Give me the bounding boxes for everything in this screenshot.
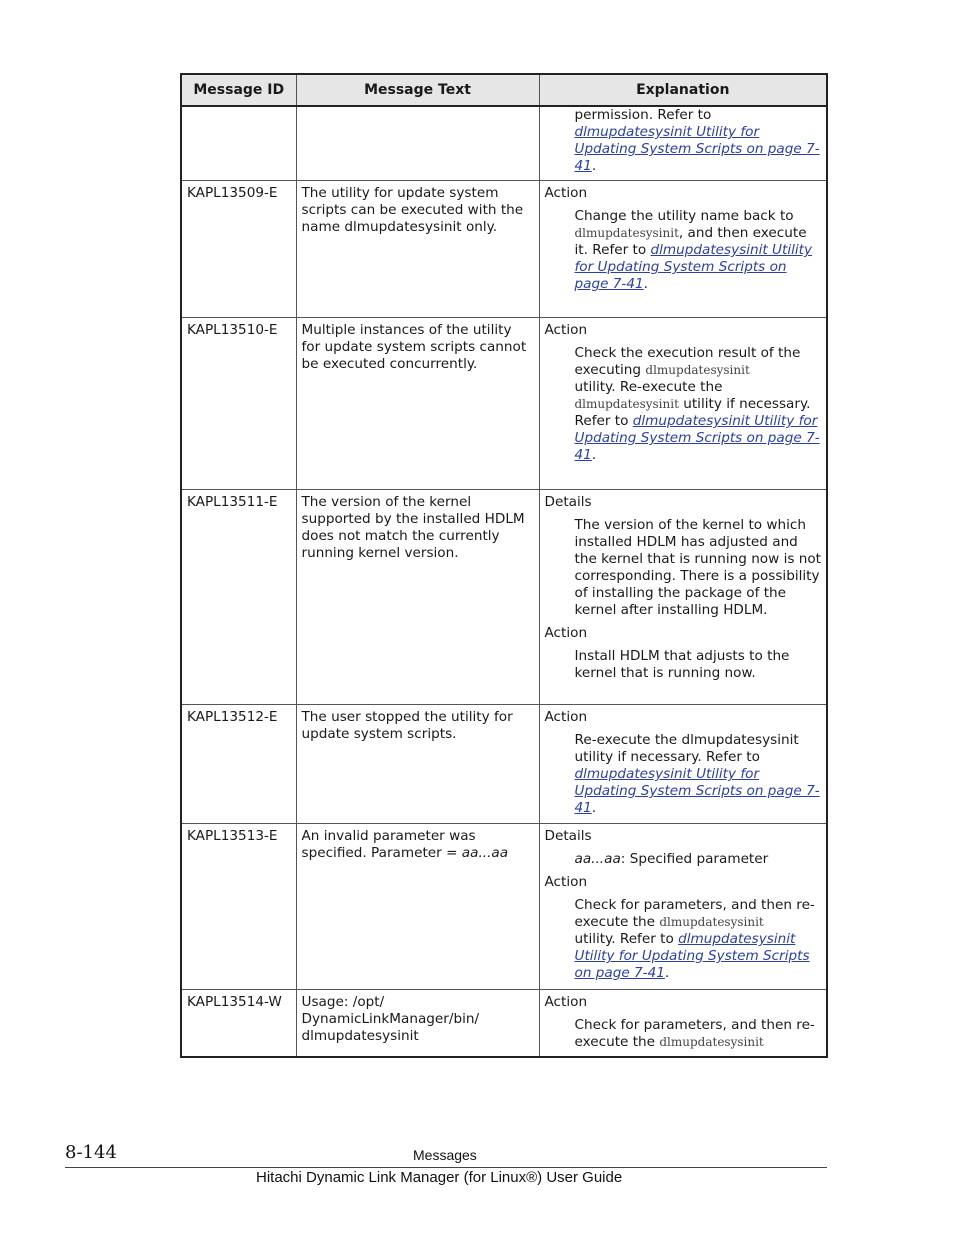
messages-table: [180, 73, 828, 1058]
explanation-paragraph: [545, 732, 822, 817]
page-number: 8-144: [65, 1142, 117, 1163]
footer-section-name: Messages: [413, 1147, 477, 1163]
period: .: [643, 276, 648, 292]
message-id-cell: KAPL13511-E: [181, 490, 296, 705]
explanation-text: : Specified parameter: [620, 851, 769, 867]
explanation-text: utility. Refer to: [574, 931, 674, 947]
table-row: [181, 824, 827, 990]
period: .: [591, 800, 597, 816]
section-label: Action: [544, 709, 588, 725]
message-id-cell: KAPL13513-E: [181, 824, 296, 990]
section-label: Action: [544, 322, 588, 338]
header-message-id: Message ID: [181, 74, 296, 106]
explanation-cell: [539, 106, 827, 181]
cross-reference-link[interactable]: dlmupdatesysinit Utility for Updating System Scripts on page 7-41: [574, 766, 820, 816]
footer-document-title: Hitachi Dynamic Link Manager (for Linux®) User Guide: [256, 1169, 623, 1186]
explanation-paragraph: [545, 1017, 822, 1051]
explanation-text: permission. Refer to: [574, 107, 712, 123]
explanation-text: , and then execute it. Refer to: [574, 225, 807, 258]
explanation-paragraph: [545, 851, 822, 868]
message-id-cell: [181, 106, 296, 181]
table-row: [181, 181, 827, 318]
table-row: [181, 705, 827, 824]
section-label: Action: [544, 874, 588, 890]
message-text-cell: The utility for update system scripts can be executed with the name dlmupdatesysinit only.: [296, 181, 539, 318]
code-text: dlmupdatesysinit: [574, 397, 679, 411]
explanation-cell: [539, 181, 827, 318]
header-message-text: Message Text: [296, 74, 539, 106]
explanation-text: utility. Re-execute the: [574, 379, 723, 395]
code-text: dlmupdatesysinit: [659, 1035, 764, 1049]
explanation-paragraph: [545, 208, 822, 293]
cross-reference-link[interactable]: dlmupdatesysinit Utility for Updating System Scripts on page 7-41: [574, 413, 820, 463]
message-text-cell: [296, 106, 539, 181]
message-id-cell: KAPL13509-E: [181, 181, 296, 318]
explanation-cell: [539, 318, 827, 490]
cross-reference-link[interactable]: dlmupdatesysinit Utility for Updating System Scripts on page 7-41: [574, 931, 810, 981]
explanation-text: Check for parameters, and then re-execute the: [574, 897, 815, 930]
message-text-cell: Multiple instances of the utility for update system scripts cannot be executed concurrently.: [296, 318, 539, 490]
explanation-paragraph: Install HDLM that adjusts to the kernel that is running now.: [574, 648, 790, 681]
code-text: dlmupdatesysinit: [645, 363, 750, 377]
message-id-cell: KAPL13510-E: [181, 318, 296, 490]
period: .: [591, 158, 597, 174]
message-text-cell: The user stopped the utility for update system scripts.: [296, 705, 539, 824]
section-label: Details: [544, 828, 592, 844]
period: .: [664, 965, 670, 981]
code-text: dlmupdatesysinit: [574, 226, 679, 240]
message-text-cell: Usage: /opt/ DynamicLinkManager/bin/ dlmupdatesysinit: [296, 990, 539, 1058]
explanation-paragraph: [545, 345, 822, 464]
section-label: Details: [544, 494, 592, 510]
message-text-cell: [296, 824, 539, 990]
cross-reference-link[interactable]: dlmupdatesysinit Utility for Updating System Scripts on page 7-41: [574, 242, 813, 292]
explanation-text: Change the utility name back to: [574, 208, 794, 224]
message-id-cell: KAPL13514-W: [181, 990, 296, 1058]
footer-divider: [65, 1167, 827, 1168]
period: .: [591, 447, 597, 463]
message-text-cell: The version of the kernel supported by the installed HDLM does not match the currently running kernel version.: [296, 490, 539, 705]
message-text: An invalid parameter was specified. Parameter =: [301, 828, 476, 861]
header-explanation: Explanation: [539, 74, 827, 106]
cross-reference-link[interactable]: dlmupdatesysinit Utility for Updating System Scripts on page 7-41: [574, 124, 820, 174]
explanation-cell: [539, 705, 827, 824]
table-row: [181, 990, 827, 1058]
table-row: [181, 490, 827, 705]
parameter-placeholder: aa...aa: [461, 845, 509, 861]
explanation-cell: [539, 990, 827, 1058]
code-text: dlmupdatesysinit: [659, 915, 764, 929]
explanation-paragraph: The version of the kernel to which installed HDLM has adjusted and the kernel that is running now is not corresponding. There is a possibility of installing the package of the kernel after installing HDLM.: [574, 517, 822, 618]
section-label: Action: [544, 994, 588, 1010]
explanation-cell: [539, 824, 827, 990]
explanation-text: Re-execute the dlmupdatesysinit utility if necessary. Refer to: [574, 732, 799, 765]
explanation-paragraph: [545, 897, 822, 982]
message-id-cell: KAPL13512-E: [181, 705, 296, 824]
table-row: [181, 318, 827, 490]
explanation-text: Check the execution result of the executing: [574, 345, 801, 378]
section-label: Action: [544, 625, 588, 641]
explanation-cell: [539, 490, 827, 705]
table-header-row: [181, 74, 827, 106]
explanation-text: Check for parameters, and then re-execute the: [574, 1017, 815, 1050]
explanation-paragraph: [545, 107, 822, 175]
table-row: [181, 106, 827, 181]
parameter-placeholder: aa...aa: [574, 851, 621, 867]
section-label: Action: [544, 185, 588, 201]
explanation-text: utility if necessary. Refer to: [574, 396, 811, 429]
